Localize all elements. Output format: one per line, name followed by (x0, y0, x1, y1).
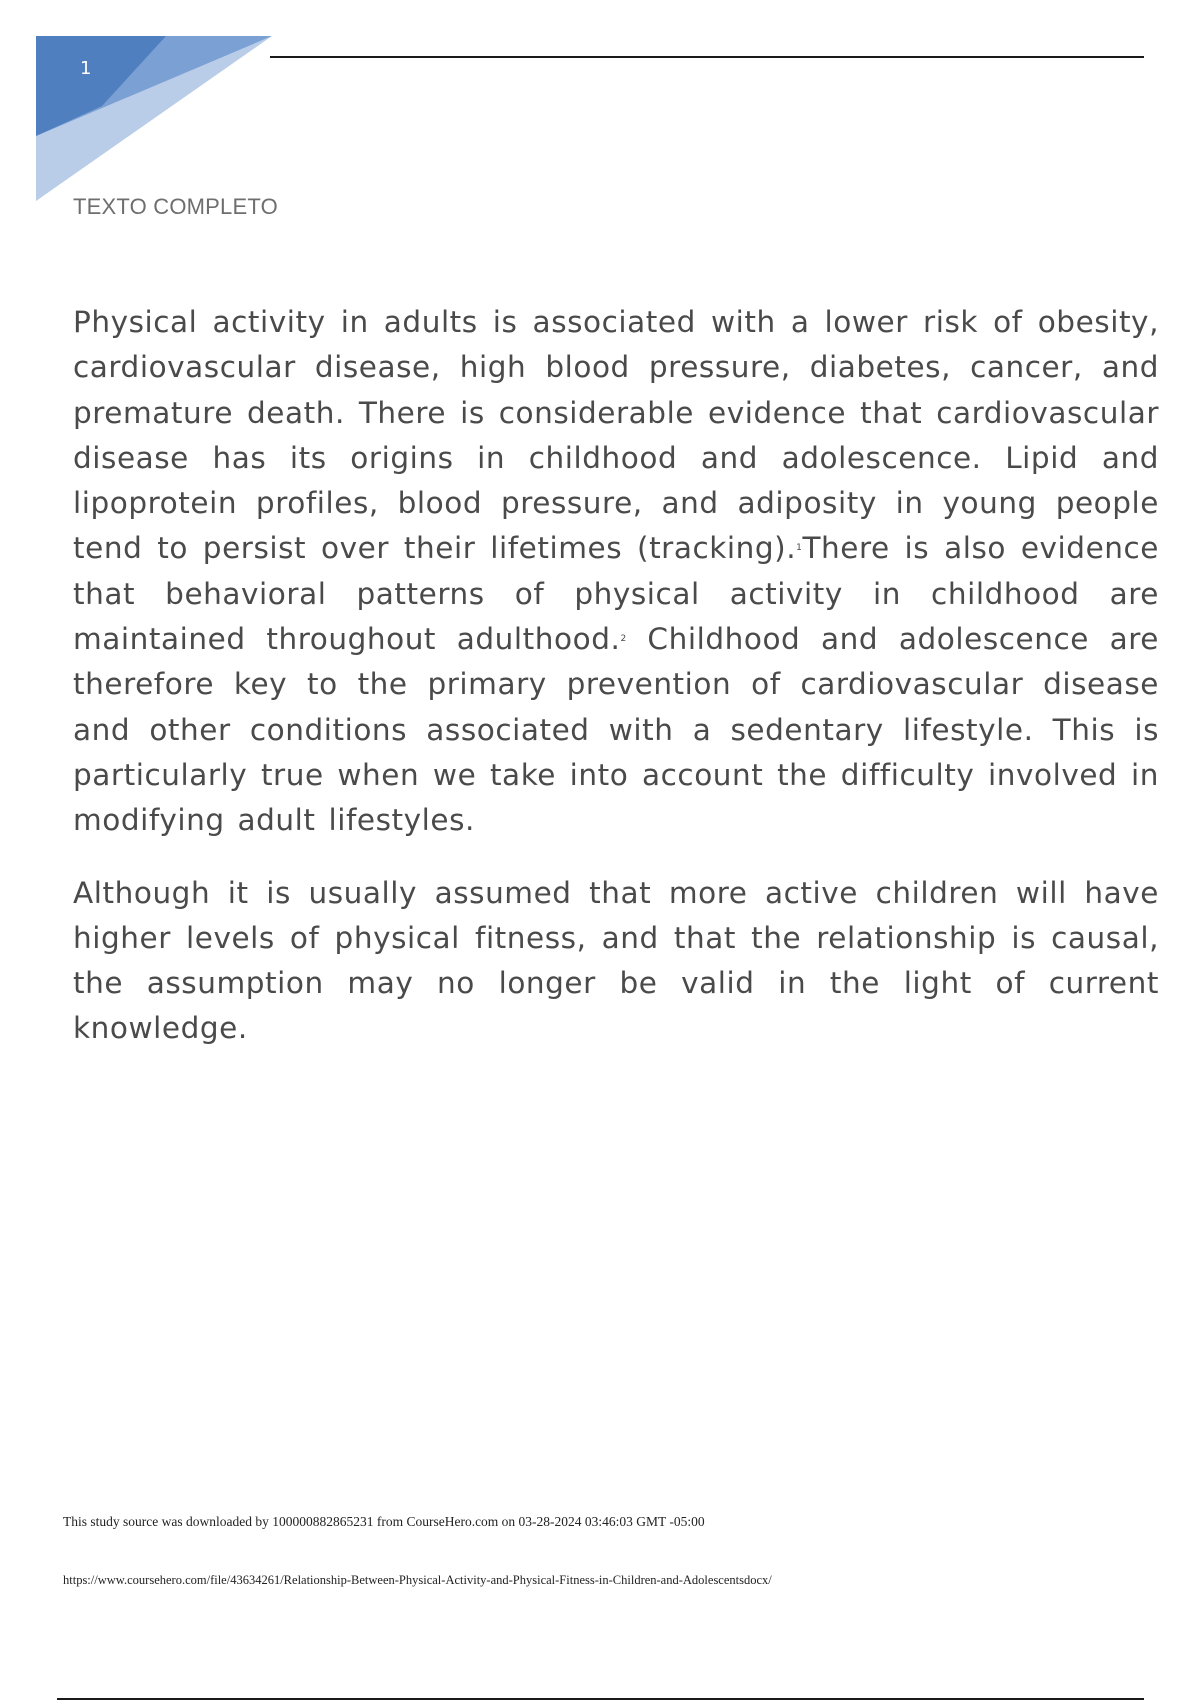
footer-source-line: This study source was downloaded by 100000882865231 from CourseHero.com on 03-28-2024 03:46:03 GMT -05:00 (63, 1514, 705, 1529)
header-rule (270, 56, 1144, 58)
body-text (73, 300, 1159, 1079)
paragraph-1 (73, 300, 1159, 844)
paragraph-1-part-3: Childhood and adolescence are therefore key to the primary prevention of cardiovascular disease and other conditions associated with a sedentary lifestyle. This is particularly true when we take into account the difficulty involved in modifying adult lifestyles. (73, 622, 1160, 838)
paragraph-1-part-1: Physical activity in adults is associated with a lower risk of obesity, cardiovascular disease, high blood pressure, diabetes, cancer, and premature death. There is considerable evidence that cardiovascular disease has its origins in childhood and adolescence. Lipid and lipoprotein profiles, blood pressure, and adiposity in young people tend to persist over their lifetimes (tracking). (73, 305, 1159, 566)
corner-triangle-graphic (36, 36, 272, 201)
paragraph-2: Although it is usually assumed that more active children will have higher levels of physical fitness, and that the relationship is causal, the assumption may no longer be valid in the light of current knowledge. (73, 875, 1159, 1046)
footnote-ref-2: 2 (620, 633, 627, 644)
page-number: 1 (80, 58, 92, 79)
footnote-ref-1: 1 (796, 543, 803, 554)
section-label: TEXTO COMPLETO (73, 194, 278, 219)
paragraph-1-part-2: There is also evidence that behavioral patterns of physical activity in childhood are maintained throughout adulthood. (73, 531, 1159, 657)
footer-url-link[interactable]: https://www.coursehero.com/file/43634261/Relationship-Between-Physical-Activity-and-Physical-Fitness-in-Children-and-Adolescentsdocx/ (63, 1573, 772, 1587)
